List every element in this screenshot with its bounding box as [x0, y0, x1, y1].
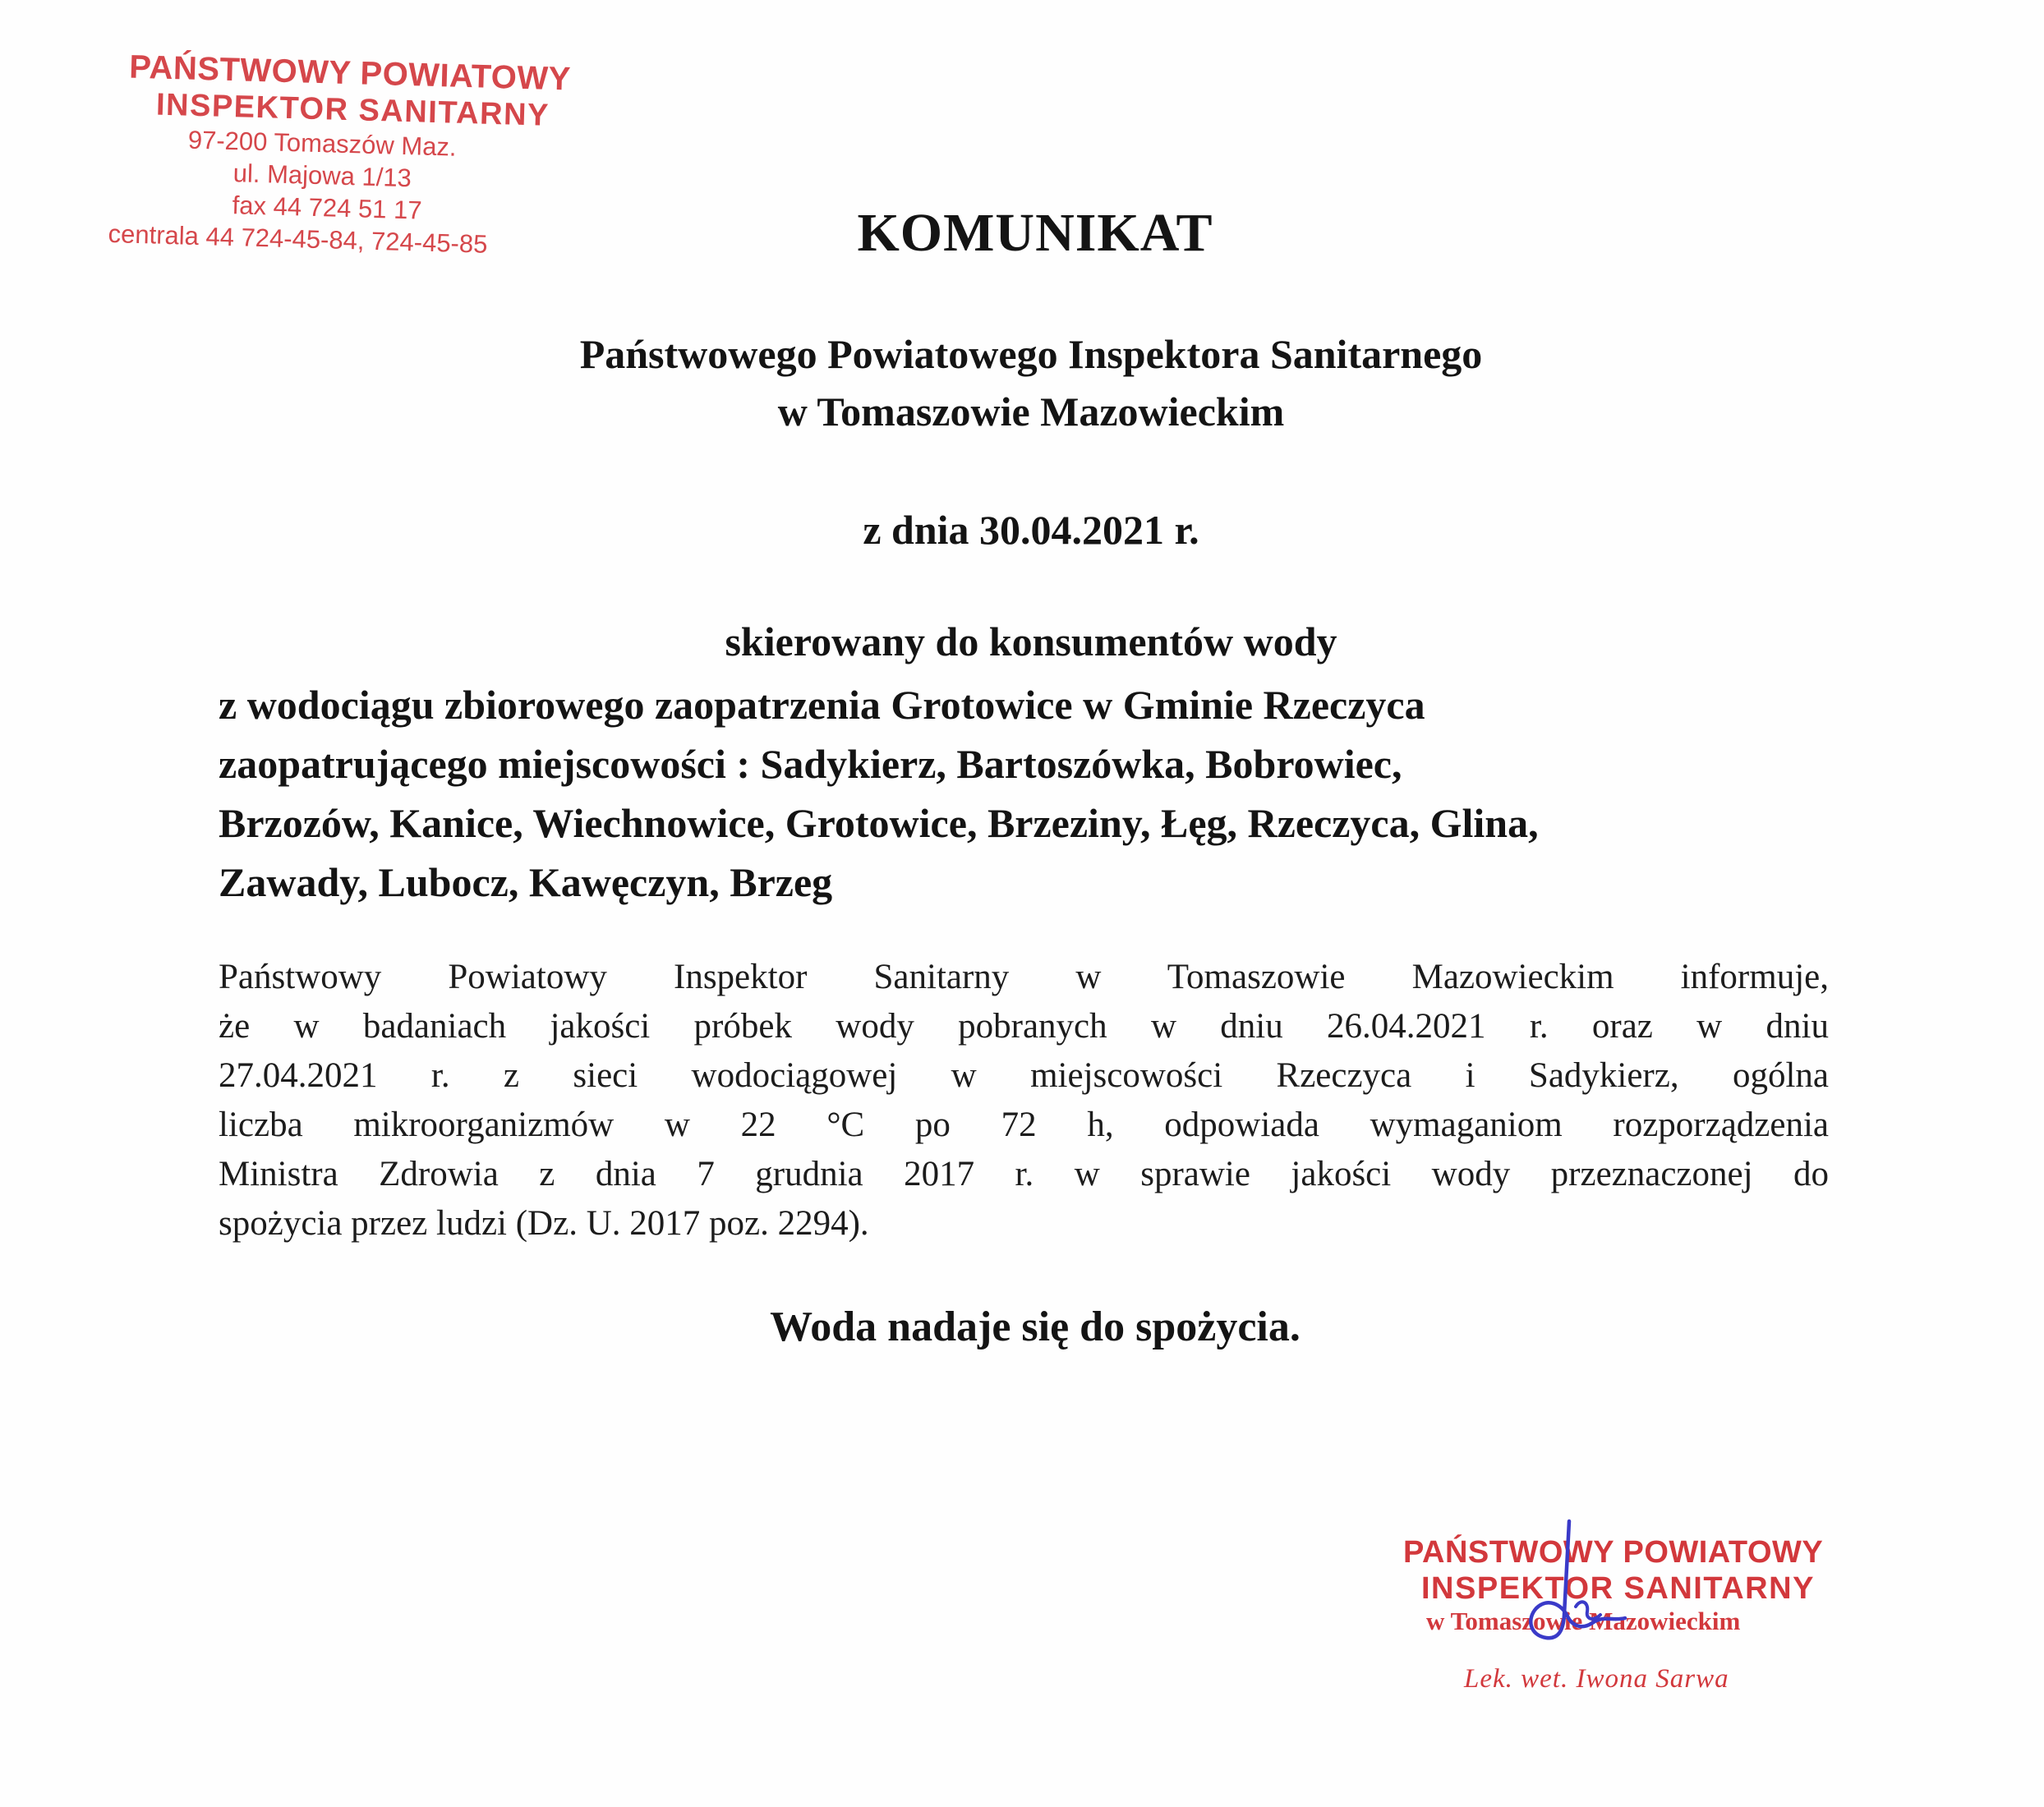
- stamp-line: INSPEKTOR SANITARNY: [1421, 1571, 1815, 1606]
- body-line: liczba mikroorganizmów w 22 °C po 72 h, odpowiada wymaganiom rozporządzenia: [219, 1106, 1829, 1144]
- stamp-line: fax 44 724 51 17: [232, 191, 423, 225]
- stamp-signatory: Lek. wet. Iwona Sarwa: [1464, 1664, 1729, 1694]
- body-line: spożycia przez ludzi (Dz. U. 2017 poz. 2294).: [219, 1204, 869, 1243]
- document-date: z dnia 30.04.2021 r.: [863, 507, 1199, 553]
- body-line: Państwowy Powiatowy Inspektor Sanitarny w Tomaszowie Mazowieckim informuje,: [219, 958, 1829, 996]
- addressee-line: Brzozów, Kanice, Wiechnowice, Grotowice, Brzeziny, Łęg, Rzeczyca, Glina,: [219, 800, 1539, 846]
- stamp-line: PAŃSTWOWY POWIATOWY: [1403, 1535, 1824, 1570]
- issuer-line: Państwowego Powiatowego Inspektora Sanitarnego: [579, 331, 1483, 377]
- stamp-line: 97-200 Tomaszów Maz.: [187, 125, 458, 162]
- addressee-line: Zawady, Lubocz, Kawęczyn, Brzeg: [219, 859, 833, 905]
- body-line: 27.04.2021 r. z sieci wodociągowej w miejscowości Rzeczyca i Sadykierz, ogólna: [219, 1056, 1829, 1095]
- handwritten-signature: [1494, 1516, 1658, 1648]
- body-paragraph: [219, 953, 1829, 1248]
- issuer-line: w Tomaszowie Mazowieckim: [777, 389, 1285, 435]
- addressee-block: [219, 675, 1862, 912]
- addressee-heading: skierowany do konsumentów wody: [725, 618, 1337, 664]
- stamp-line: centrala 44 724-45-84, 724-45-85: [108, 218, 488, 259]
- body-line: Ministra Zdrowia z dnia 7 grudnia 2017 r. w sprawie jakości wody przeznaczonej do: [219, 1155, 1829, 1193]
- stamp-line: ul. Majowa 1/13: [232, 159, 412, 193]
- document-title: KOMUNIKAT: [857, 203, 1213, 263]
- stamp-line: w Tomaszowie Mazowieckim: [1426, 1607, 1741, 1635]
- conclusion: Woda nadaje się do spożycia.: [770, 1304, 1301, 1350]
- body-line: że w badaniach jakości próbek wody pobranych w dniu 26.04.2021 r. oraz w dniu: [219, 1007, 1829, 1046]
- addressee-line: z wodociągu zbiorowego zaopatrzenia Grotowice w Gminie Rzeczyca: [219, 682, 1425, 728]
- addressee-line: zaopatrującego miejscowości : Sadykierz, Bartoszówka, Bobrowiec,: [219, 741, 1402, 787]
- stamp-line: PAŃSTWOWY POWIATOWY: [128, 48, 572, 98]
- stamp-line: INSPEKTOR SANITARNY: [155, 87, 550, 133]
